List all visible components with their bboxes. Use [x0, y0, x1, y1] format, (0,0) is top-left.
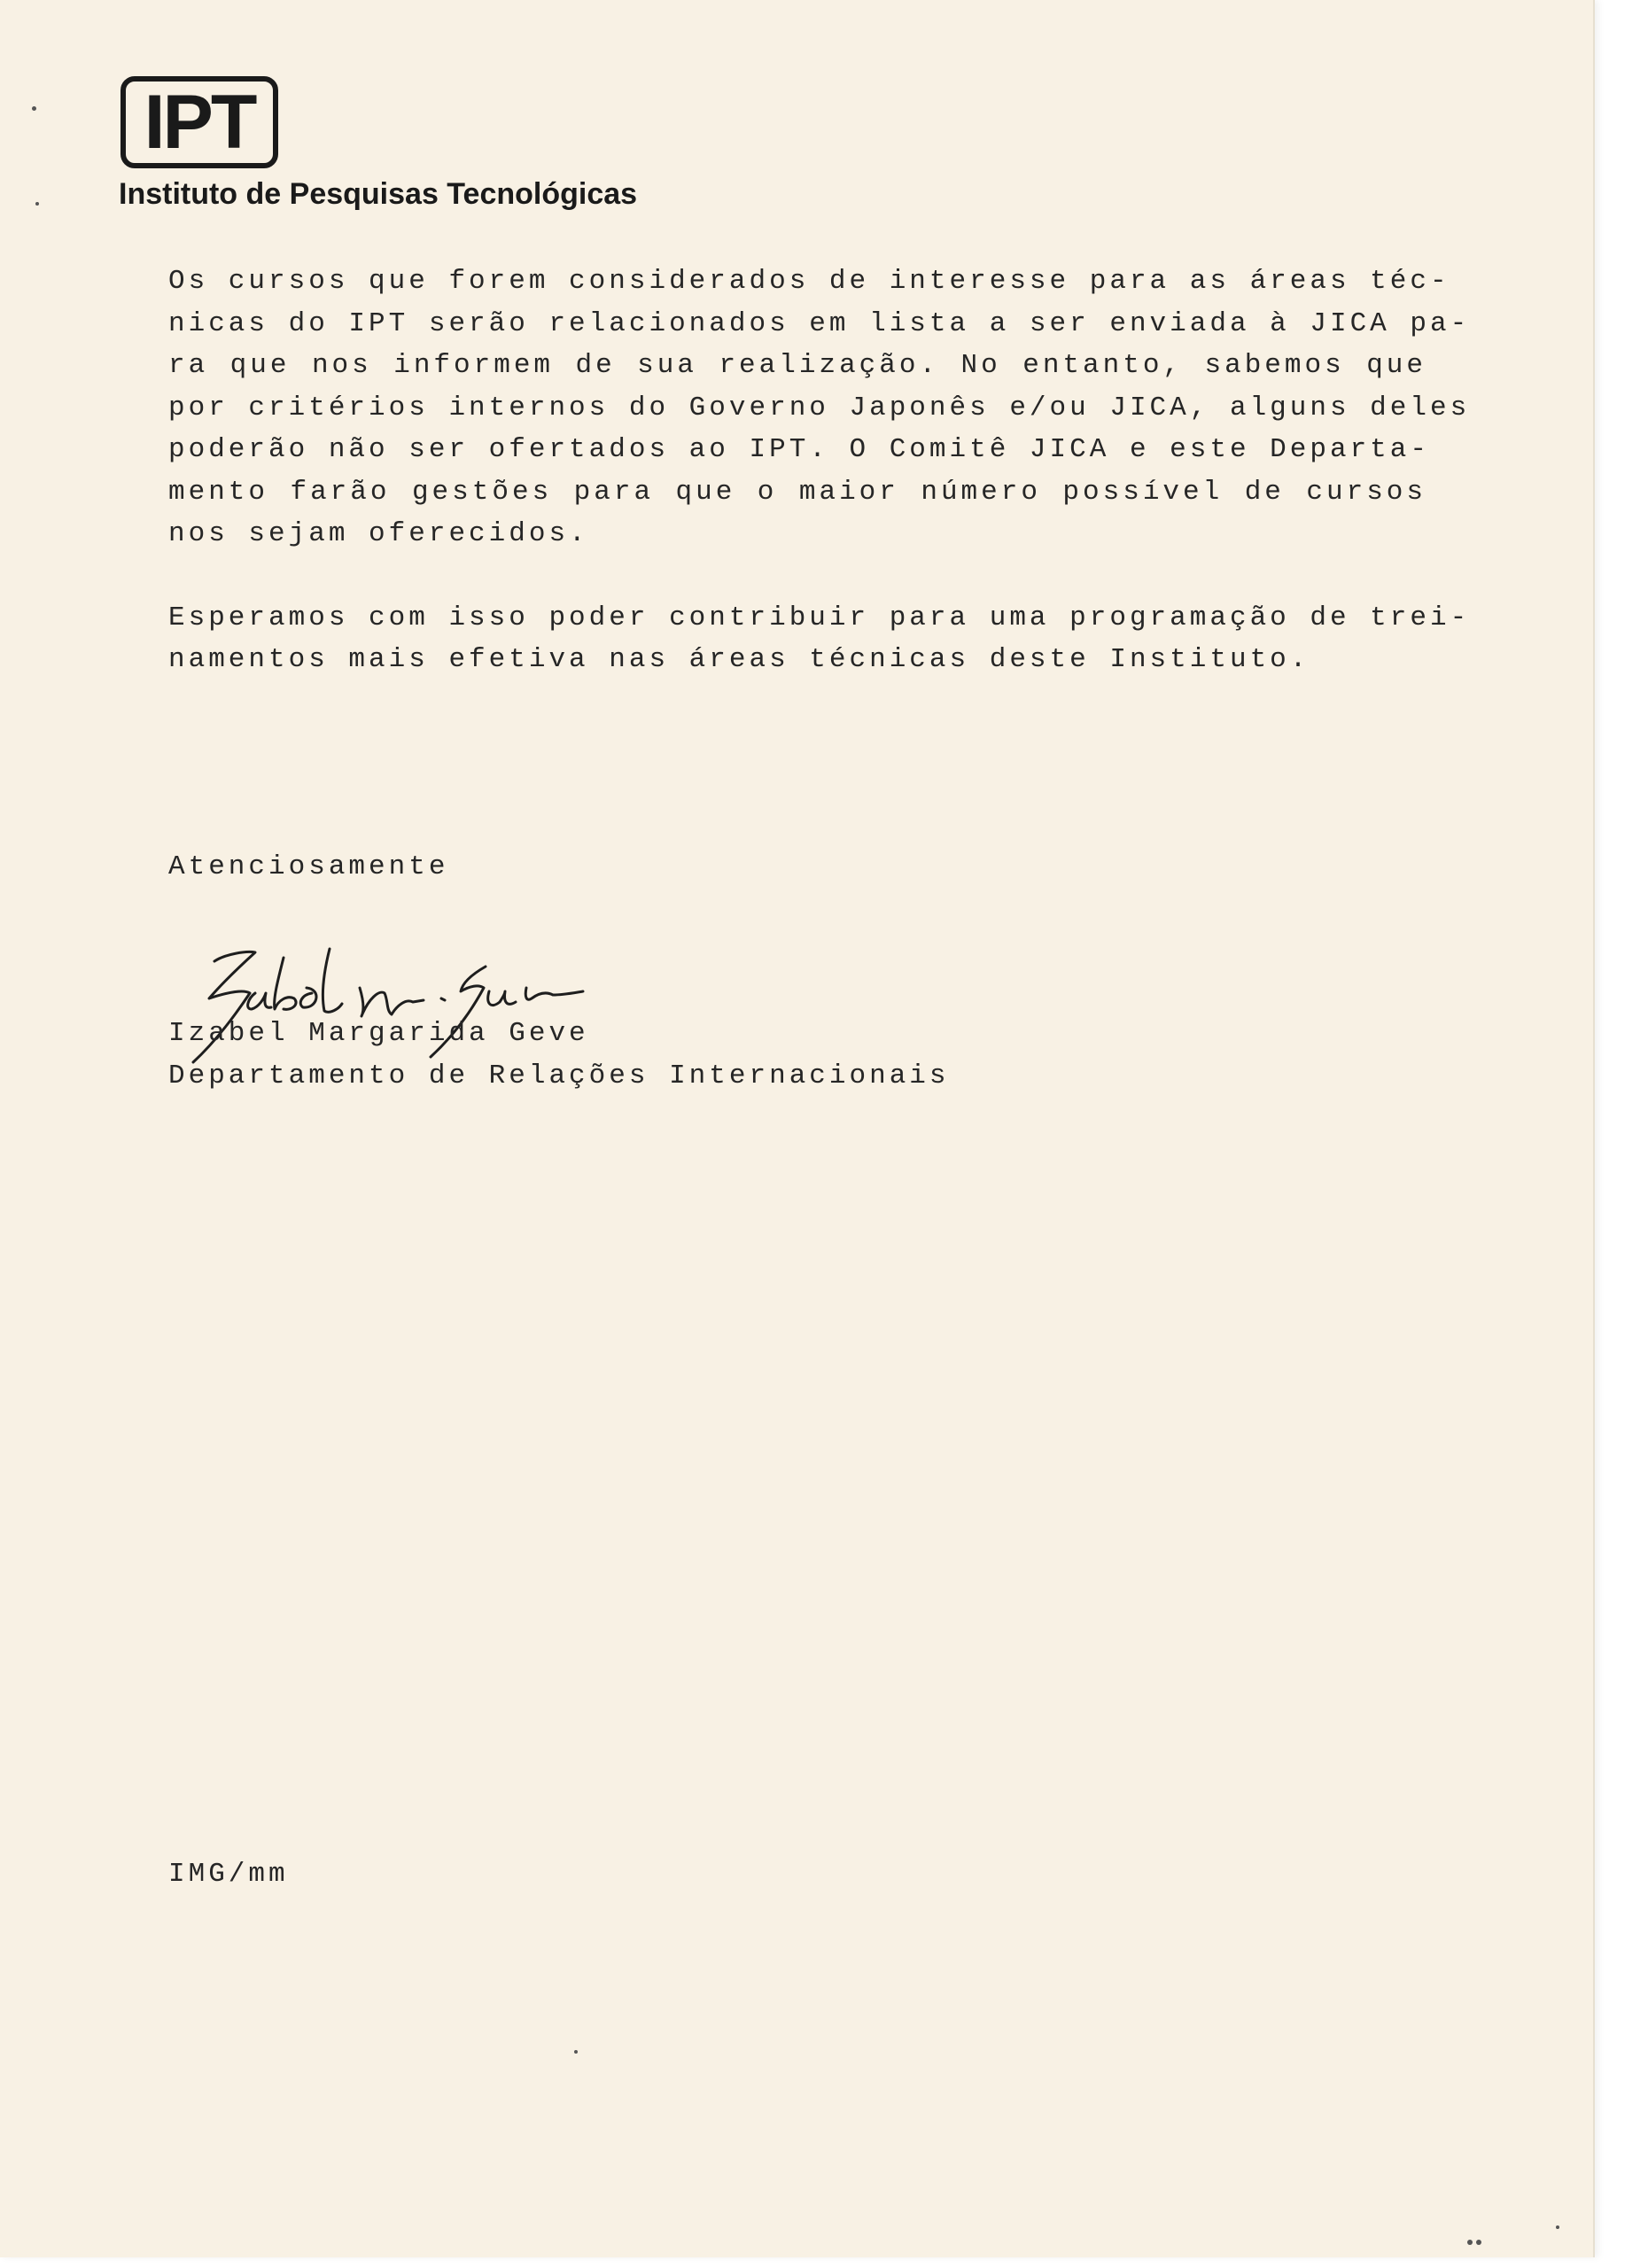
body-line: Esperamos com isso poder contribuir para uma programação de trei- [168, 602, 1471, 633]
signatory-name: Izabel Margarida Geve [168, 1018, 589, 1049]
paragraph-2 [168, 597, 1471, 681]
paper-speck [35, 202, 39, 206]
institution-name: Instituto de Pesquisas Tecnológicas [119, 177, 638, 211]
body-line: nos sejam oferecidos. [168, 518, 589, 549]
body-line: nicas do IPT serão relacionados em lista a ser enviada à JICA pa- [168, 307, 1471, 339]
closing-salutation: Atenciosamente [168, 851, 449, 882]
logo-text: IPT [144, 80, 255, 165]
body-line: ra que nos informem de sua realização. No entanto, sabemos que [168, 350, 1426, 381]
paper-speck [1556, 2225, 1559, 2229]
paper-speck [1476, 2240, 1481, 2245]
paragraph-1 [168, 260, 1471, 555]
paper-speck [32, 106, 36, 111]
letter-body [168, 260, 1471, 681]
paper-speck [1467, 2240, 1473, 2245]
body-line: mento farão gestões para que o maior número possível de cursos [168, 476, 1426, 508]
reference-initials: IMG/mm [168, 1859, 289, 1890]
body-line: por critérios internos do Governo Japonês e/ou JICA, alguns deles [168, 392, 1471, 423]
signature-block [168, 1013, 950, 1098]
body-line: Os cursos que forem considerados de interesse para as áreas téc- [168, 266, 1450, 297]
body-line: namentos mais efetiva nas áreas técnicas deste Instituto. [168, 644, 1310, 675]
paper-speck [574, 2050, 578, 2054]
ipt-logo [120, 76, 278, 168]
body-line: poderão não ser ofertados ao IPT. O Comitê JICA e este Departa- [168, 434, 1430, 465]
signatory-department: Departamento de Relações Internacionais [168, 1060, 950, 1091]
